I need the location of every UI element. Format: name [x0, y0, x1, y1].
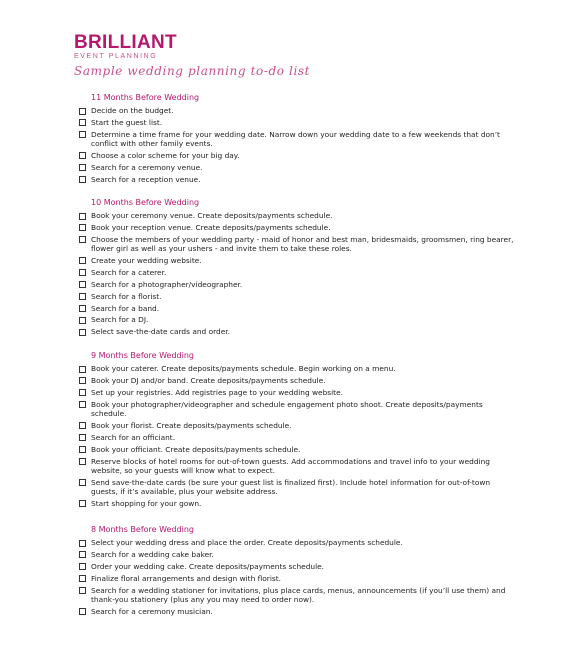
task-text: Order your wedding cake. Create deposits/payments schedule.: [91, 561, 325, 571]
checkbox-empty-icon[interactable]: [79, 119, 86, 126]
task-text: Select your wedding dress and place the order. Create deposits/payments schedule.: [91, 538, 403, 547]
task-item: [79, 211, 529, 220]
checkbox-empty-icon[interactable]: [79, 587, 86, 594]
checkbox-empty-icon[interactable]: [79, 446, 86, 453]
task-item: [79, 478, 529, 497]
task-text: Book your ceremony venue. Create deposits/payments schedule.: [91, 211, 333, 220]
task-text: Search for a DJ.: [91, 315, 149, 325]
checkbox-empty-icon[interactable]: [79, 152, 86, 159]
checkbox-empty-icon[interactable]: [79, 213, 86, 220]
task-item: [79, 550, 529, 559]
section-heading: 8 Months Before Wedding: [91, 525, 195, 534]
task-text: Create your wedding website.: [91, 255, 202, 265]
checkbox-empty-icon[interactable]: [79, 257, 86, 264]
checkbox-empty-icon[interactable]: [79, 575, 86, 582]
checkbox-empty-icon[interactable]: [79, 176, 86, 183]
task-item: [79, 280, 529, 289]
task-text: Book your florist. Create deposits/payments schedule.: [91, 420, 292, 430]
task-item: [79, 499, 529, 508]
task-item: [79, 130, 529, 149]
task-text: Book your reception venue. Create deposits/payments schedule.: [91, 222, 331, 232]
checkbox-empty-icon[interactable]: [79, 479, 86, 486]
checkbox-empty-icon[interactable]: [79, 377, 86, 384]
task-item: [79, 256, 529, 265]
task-text: Start the guest list.: [91, 117, 163, 127]
task-text: Search for a ceremony venue.: [91, 162, 203, 172]
section-10-months: [79, 197, 529, 339]
section-heading: 9 Months Before Wedding: [91, 351, 195, 360]
section-heading: 10 Months Before Wedding: [91, 198, 200, 207]
task-text: Search for a caterer.: [91, 267, 167, 277]
task-item: [79, 445, 529, 454]
task-item: [79, 607, 529, 616]
checkbox-empty-icon[interactable]: [79, 329, 86, 336]
checkbox-empty-icon[interactable]: [79, 434, 86, 441]
task-text: Search for a wedding cake baker.: [91, 549, 214, 559]
task-item: [79, 562, 529, 571]
task-item: [79, 163, 529, 172]
checkbox-empty-icon[interactable]: [79, 317, 86, 324]
task-item: [79, 364, 529, 373]
task-item: [79, 315, 529, 324]
task-text: Search for a photographer/videographer.: [91, 279, 243, 289]
task-item: [79, 223, 529, 232]
brand-name: BRILLIANT: [74, 32, 177, 53]
task-item: [79, 538, 529, 547]
task-text: Book your caterer. Create deposits/payments schedule. Begin working on a menu.: [91, 364, 396, 373]
task-item: [79, 574, 529, 583]
task-item: [79, 304, 529, 313]
task-text: Book your officiant. Create deposits/payments schedule.: [91, 444, 301, 454]
checkbox-empty-icon[interactable]: [79, 500, 86, 507]
checkbox-empty-icon[interactable]: [79, 458, 86, 465]
task-text: Search for a band.: [91, 303, 160, 313]
task-item: [79, 586, 529, 605]
task-text: Reserve blocks of hotel rooms for out-of-town guests. Add accommodations and travel info to your wedding website, so your guests will know what to expect.: [91, 456, 490, 475]
task-text: Book your photographer/videographer and schedule engagement photo shoot. Create deposits/payments schedule.: [91, 399, 483, 418]
task-item: [79, 151, 529, 160]
task-text: Decide on the budget.: [91, 106, 174, 115]
page-title: Sample wedding planning to-do list: [74, 64, 311, 78]
task-text: Finalize floral arrangements and design with florist.: [91, 573, 281, 583]
task-item: [79, 235, 529, 254]
checkbox-empty-icon[interactable]: [79, 551, 86, 558]
checkbox-empty-icon[interactable]: [79, 269, 86, 276]
task-text: Search for an officiant.: [91, 432, 176, 442]
checkbox-empty-icon[interactable]: [79, 131, 86, 138]
task-item: [79, 175, 529, 184]
task-text: Book your DJ and/or band. Create deposits/payments schedule.: [91, 375, 326, 385]
checkbox-empty-icon[interactable]: [79, 389, 86, 396]
task-item: [79, 433, 529, 442]
task-text: Select save-the-date cards and order.: [91, 327, 230, 337]
task-item: [79, 400, 529, 419]
task-item: [79, 106, 529, 115]
checkbox-empty-icon[interactable]: [79, 540, 86, 547]
task-item: [79, 327, 529, 336]
checkbox-empty-icon[interactable]: [79, 281, 86, 288]
checkbox-empty-icon[interactable]: [79, 401, 86, 408]
checkbox-empty-icon[interactable]: [79, 164, 86, 171]
brand-tagline: EVENT PLANNING: [74, 53, 158, 60]
checkbox-empty-icon[interactable]: [79, 293, 86, 300]
section-heading: 11 Months Before Wedding: [91, 93, 200, 102]
brand-logo: [74, 33, 177, 61]
checkbox-empty-icon[interactable]: [79, 563, 86, 570]
task-item: [79, 118, 529, 127]
task-item: [79, 376, 529, 385]
checkbox-empty-icon[interactable]: [79, 236, 86, 243]
task-item: [79, 457, 529, 476]
task-item: [79, 268, 529, 277]
task-item: [79, 388, 529, 397]
task-text: Search for a reception venue.: [91, 174, 201, 184]
task-text: Start shopping for your gown.: [91, 498, 202, 508]
task-text: Set up your registries. Add registries page to your wedding website.: [91, 387, 343, 397]
checkbox-empty-icon[interactable]: [79, 422, 86, 429]
task-text: Choose the members of your wedding party - maid of honor and best man, bridesmaids, groomsmen, ring bearer, flower girl as well as your ushers - and invite them to take these roles.: [91, 234, 514, 254]
checkbox-empty-icon[interactable]: [79, 224, 86, 231]
checkbox-empty-icon[interactable]: [79, 108, 86, 115]
task-text: Search for a ceremony musician.: [91, 606, 213, 616]
task-item: [79, 292, 529, 301]
task-text: Search for a florist.: [91, 291, 162, 301]
checkbox-empty-icon[interactable]: [79, 608, 86, 615]
task-text: Determine a time frame for your wedding date. Narrow down your wedding date to a few weekends that don’t conflict with other family events.: [91, 129, 500, 149]
section-11-months: [79, 92, 529, 187]
section-9-months: [79, 350, 529, 511]
checkbox-empty-icon[interactable]: [79, 305, 86, 312]
task-text: Send save-the-date cards (be sure your guest list is finalized first). Include hotel information for out-of-town guests, if it’s available, plus your website address.: [91, 477, 491, 497]
task-text: Search for a wedding stationer for invitations, plus place cards, menus, announcements (if you’ll use them) and thank-you stationery (plus any you may need to order now).: [91, 585, 506, 604]
section-8-months: [79, 524, 529, 619]
checkbox-empty-icon[interactable]: [79, 366, 86, 373]
task-text: Choose a color scheme for your big day.: [91, 150, 240, 160]
task-item: [79, 421, 529, 430]
